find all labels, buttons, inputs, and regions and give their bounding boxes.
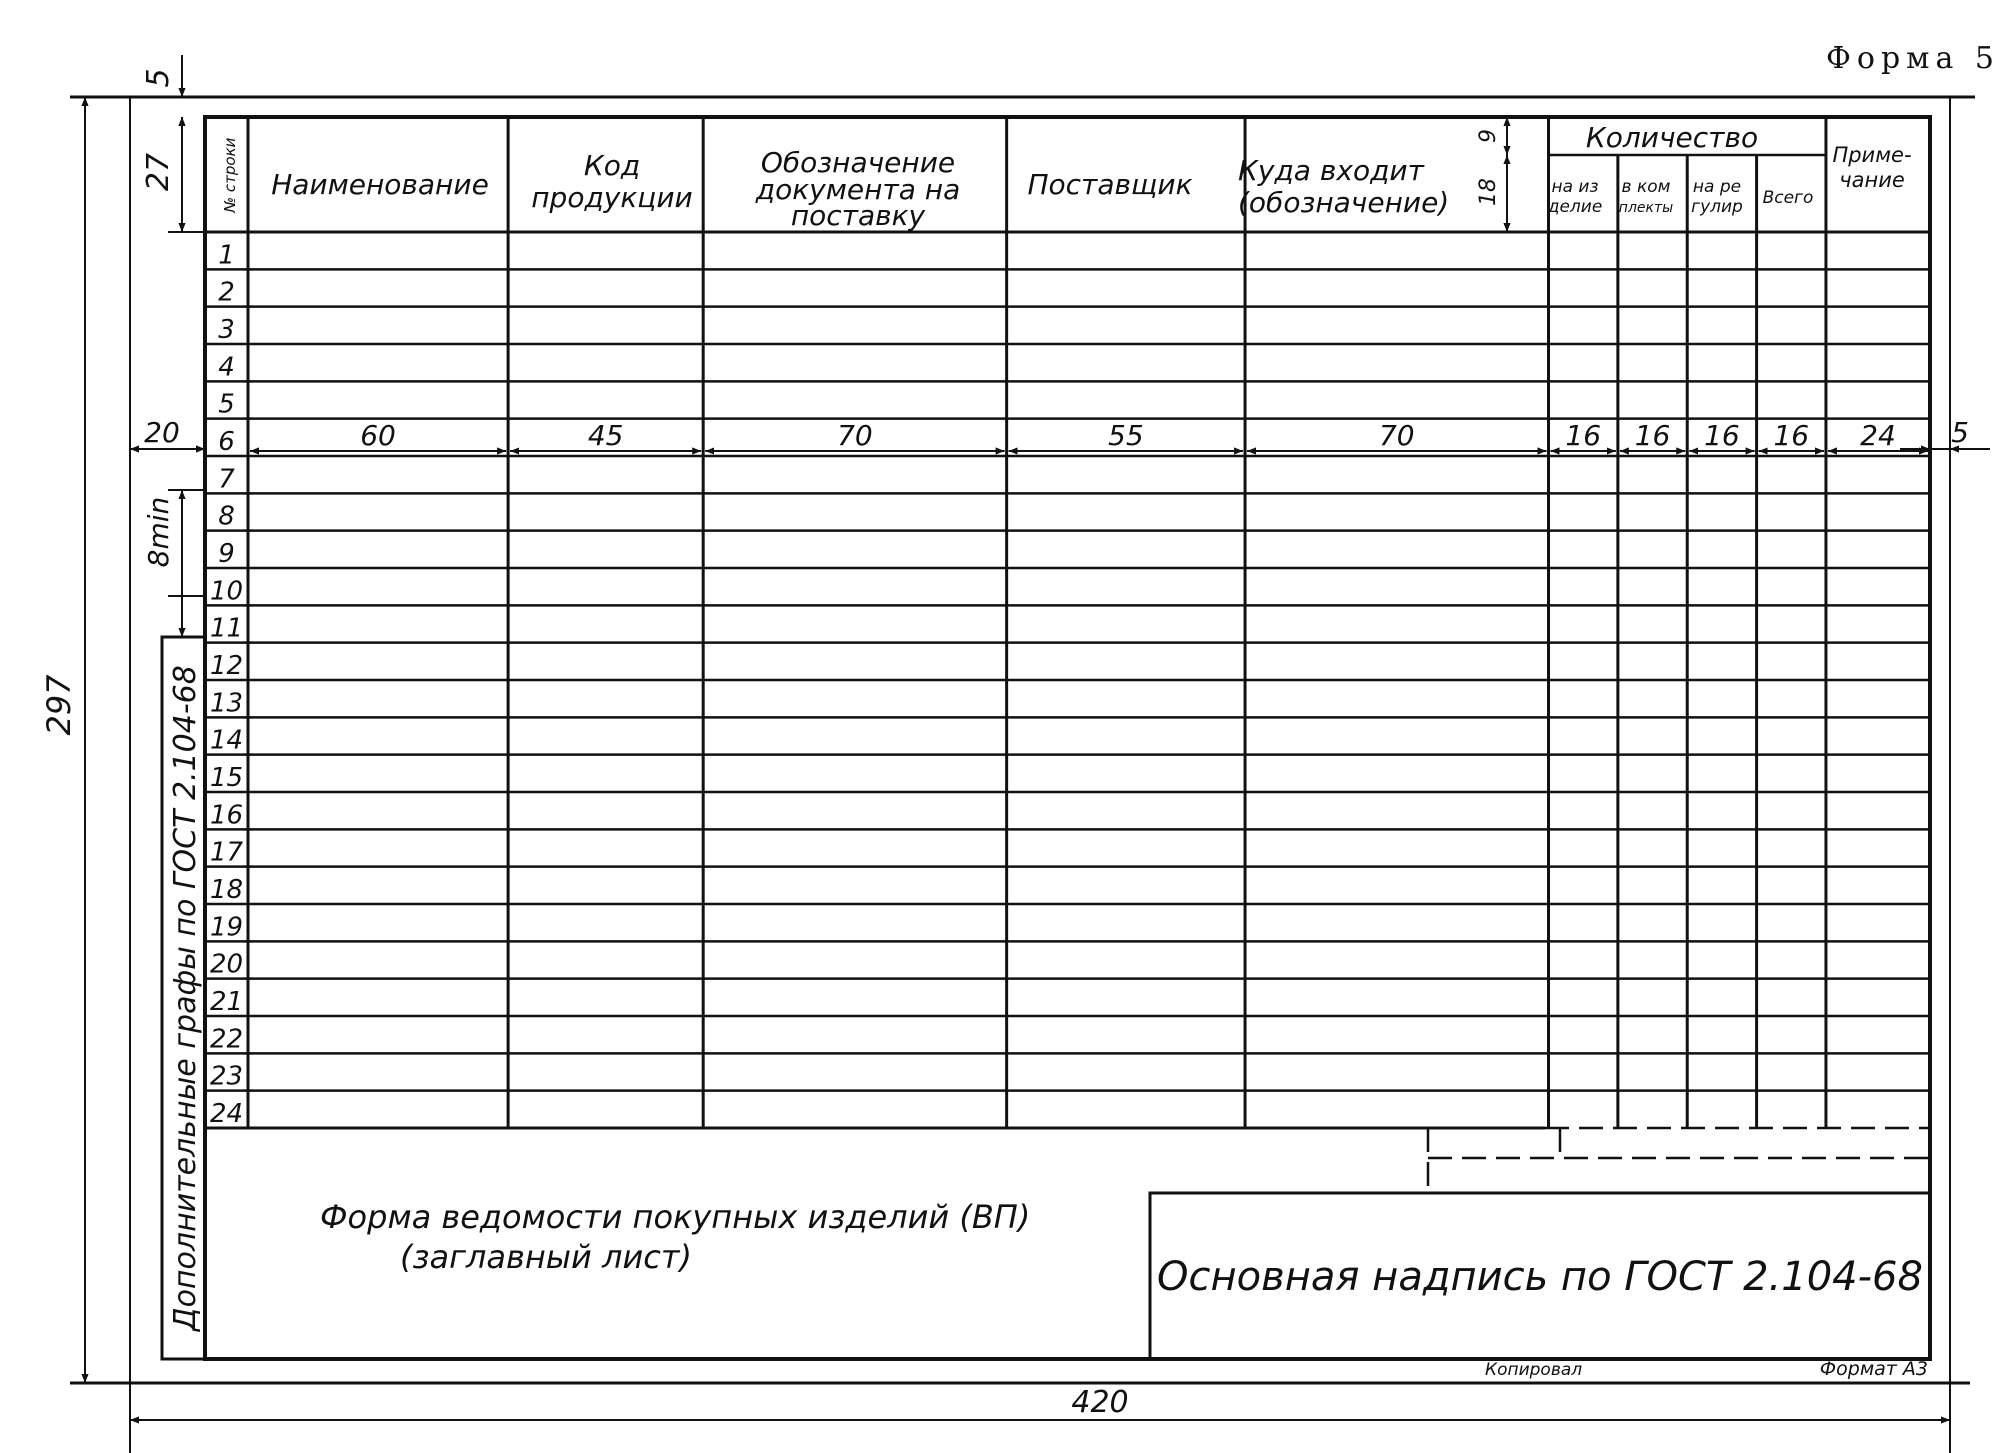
table-grid xyxy=(205,117,1930,1128)
header-name: Наименование xyxy=(271,168,489,201)
dim-8min: 8min xyxy=(142,496,175,568)
row-number: 9 xyxy=(218,539,235,569)
column-width-label: 55 xyxy=(1108,419,1144,452)
column-width-label: 16 xyxy=(1565,419,1602,452)
dim-420: 420 xyxy=(1071,1385,1129,1420)
inner-frame xyxy=(205,117,1930,1359)
row-number: 15 xyxy=(209,763,244,793)
column-width-label: 16 xyxy=(1773,419,1810,452)
column-width-label: 70 xyxy=(1378,419,1415,452)
header-code-2: продукции xyxy=(531,181,693,214)
dim-5-right: 5 xyxy=(1951,416,1969,449)
row-number: 16 xyxy=(209,800,244,831)
row-number: 19 xyxy=(209,912,244,943)
row-number: 7 xyxy=(218,464,235,495)
header-note-1: Приме- xyxy=(1832,143,1912,167)
header-qty-sets-2: плекты xyxy=(1618,200,1674,216)
header-where-2: (обозначение) xyxy=(1238,186,1450,219)
column-width-label: 60 xyxy=(360,419,396,452)
footer-copied: Копировал xyxy=(1485,1360,1583,1380)
header-quantity: Количество xyxy=(1585,121,1759,154)
side-label: Дополнительные графы по ГОСТ 2.104-68 xyxy=(168,665,203,1331)
header-qty-article-2: делие xyxy=(1547,197,1603,217)
row-number: 21 xyxy=(209,987,244,1017)
footer-format: Формат А3 xyxy=(1819,1358,1928,1380)
header-supplier: Поставщик xyxy=(1027,168,1193,201)
row-number: 24 xyxy=(209,1099,244,1129)
caption-line-1: Форма ведомости покупных изделий (ВП) xyxy=(320,1198,1031,1236)
row-number: 20 xyxy=(209,949,244,980)
title-block-text: Основная надпись по ГОСТ 2.104-68 xyxy=(1157,1254,1923,1300)
column-width-label: 70 xyxy=(837,419,873,452)
dim-18: 18 xyxy=(1476,178,1501,206)
dim-27: 27 xyxy=(141,152,176,192)
row-number: 23 xyxy=(209,1061,244,1092)
header-code-1: Код xyxy=(583,149,641,182)
table-header xyxy=(221,121,1912,232)
row-number: 18 xyxy=(209,875,244,905)
column-width-label: 45 xyxy=(587,419,624,452)
column-width-label: 16 xyxy=(1704,419,1740,452)
dim-20: 20 xyxy=(144,416,180,449)
dim-5-top: 5 xyxy=(141,68,176,88)
row-number: 1 xyxy=(218,240,235,271)
header-qty-adjust-2: гулир xyxy=(1691,197,1743,217)
column-width-dimensions xyxy=(250,419,1928,452)
header-doc-1: Обозначение xyxy=(760,146,956,179)
row-number: 6 xyxy=(218,427,235,457)
row-number: 11 xyxy=(209,613,244,644)
header-note-2: чание xyxy=(1839,168,1905,192)
row-number: 13 xyxy=(209,688,244,719)
row-number: 10 xyxy=(209,576,244,607)
header-qty-article-1: на из xyxy=(1551,177,1599,197)
column-width-label: 16 xyxy=(1634,419,1671,452)
header-qty-total: Всего xyxy=(1762,188,1814,208)
row-number: 12 xyxy=(209,651,244,681)
header-doc-2: документа на xyxy=(755,173,961,206)
row-number: 4 xyxy=(218,352,235,383)
dim-297: 297 xyxy=(40,674,78,736)
row-numbers xyxy=(210,240,244,1129)
header-where-1: Куда входит xyxy=(1238,154,1424,187)
row-number: 5 xyxy=(218,389,235,420)
header-qty-sets-1: в ком xyxy=(1621,177,1671,197)
header-row-number: № строки xyxy=(221,137,239,213)
row-number: 22 xyxy=(209,1024,244,1055)
header-doc-3: поставку xyxy=(790,199,926,232)
column-width-label: 24 xyxy=(1860,419,1896,452)
row-number: 17 xyxy=(209,837,244,868)
header-qty-adjust-1: на ре xyxy=(1692,177,1742,197)
sheet-outline xyxy=(70,97,1975,1453)
dim-9: 9 xyxy=(1476,129,1501,143)
row-number: 14 xyxy=(209,725,244,756)
row-number: 2 xyxy=(218,277,235,308)
caption-line-2: (заглавный лист) xyxy=(400,1238,692,1276)
row-number: 3 xyxy=(218,315,235,345)
form-label: Форма 5 xyxy=(1825,41,2000,76)
row-number: 8 xyxy=(218,501,235,532)
